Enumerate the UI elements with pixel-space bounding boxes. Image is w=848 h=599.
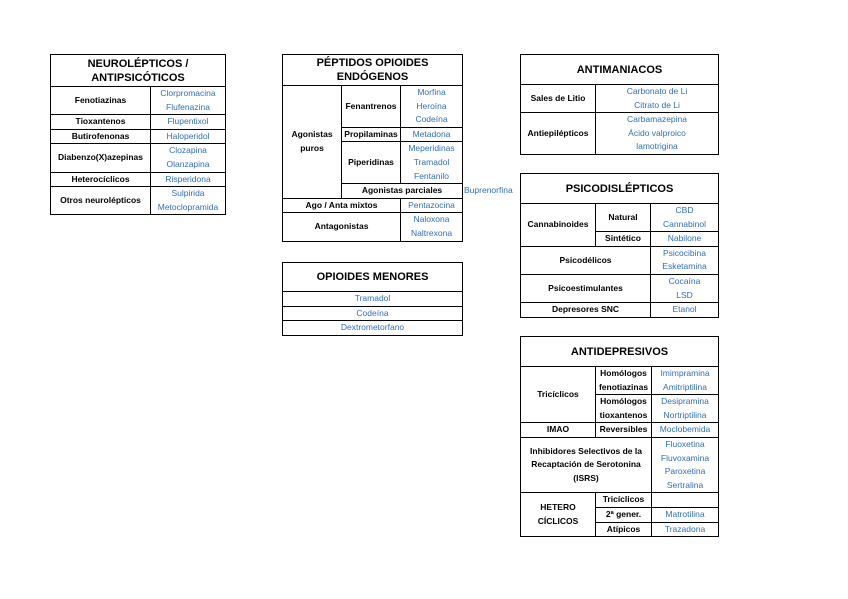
antidepresivos-table	[520, 336, 719, 537]
group-sales-litio: Sales de Litio	[521, 85, 596, 113]
group-agonistas-parciales: Agonistas parciales	[342, 184, 463, 199]
drug-fluvoxamina: Fluvoxamina	[652, 452, 719, 466]
drug-carbonato-li: Carbonato de Li	[596, 85, 719, 99]
group-sintetico: Sintético	[596, 232, 651, 247]
drug-haloperidol: Haloperidol	[151, 129, 226, 144]
group-agonistas-puros: Agonistas puros	[283, 86, 342, 199]
drug-risperidona: Risperidona	[151, 172, 226, 187]
group-antiepilepticos: Antiepilépticos	[521, 113, 596, 155]
group-homologos-fenotiazinas: Homólogos fenotiazinas	[596, 367, 652, 395]
group-cannabinoides: Cannabinoides	[521, 204, 596, 247]
group-isrs: Inhibidores Selectivos de la Recaptación de Serotonina (ISRS)	[521, 437, 652, 492]
drug-etanol: Etanol	[651, 303, 719, 318]
group-ago-anta: Ago / Anta mixtos	[283, 198, 401, 213]
drug-heroina: Heroína	[401, 100, 463, 114]
drug-clorpromacina: Clorpromacina	[151, 87, 226, 101]
drug-cannabinol: Cannabinol	[651, 218, 719, 232]
antidepresivos-title: ANTIDEPRESIVOS	[521, 337, 719, 367]
drug-cocaina: Cocaína	[651, 274, 719, 288]
group-triciclicos: Tricíclicos	[521, 367, 596, 423]
drug-nortriptilina: Nortriptilina	[652, 409, 719, 423]
group-natural: Natural	[596, 204, 651, 232]
group-heterociclicos: Heterocíclicos	[51, 172, 151, 187]
drug-acido-valproico: Ácido valproico	[596, 127, 719, 141]
group-depresores: Depresores SNC	[521, 303, 651, 318]
drug-meperidinas: Meperidinas	[401, 142, 463, 156]
drug-naloxona: Naloxona	[401, 213, 463, 227]
drug-olanzapina: Olanzapina	[151, 158, 226, 172]
group-atipicos: Atípicos	[596, 522, 652, 537]
drug-tramadol-menor: Tramadol	[283, 292, 463, 307]
drug-metoclopramida: Metoclopramida	[151, 201, 226, 215]
drug-fluoxetina: Fluoxetina	[652, 437, 719, 451]
drug-morfina: Morfina	[401, 86, 463, 100]
drug-lsd: LSD	[651, 289, 719, 303]
group-antagonistas: Antagonistas	[283, 213, 401, 241]
drug-desipramina: Desipramina	[652, 395, 719, 409]
drug-esketamina: Esketamina	[651, 260, 719, 274]
drug-cbd: CBD	[651, 204, 719, 218]
group-diabenzo: Diabenzo(X)azepinas	[51, 144, 151, 172]
group-segunda-gen: 2ª gener.	[596, 507, 652, 522]
group-homologos-tioxantenos: Homólogos tioxantenos	[596, 395, 652, 423]
group-otros: Otros neurolépticos	[51, 187, 151, 215]
group-psicodelicos: Psicodélicos	[521, 246, 651, 274]
drug-tramadol: Tramadol	[401, 156, 463, 170]
drug-sulpirida: Sulpirida	[151, 187, 226, 201]
drug-flupentixol: Flupentixol	[151, 115, 226, 130]
group-tioxantenos: Tioxantenos	[51, 115, 151, 130]
drug-dextrometorfano: Dextrometorfano	[283, 321, 463, 336]
group-reversibles: Reversibles	[596, 423, 652, 438]
drug-pentazocina: Pentazocina	[401, 198, 463, 213]
drug-carbamazepina: Carbamazepina	[596, 113, 719, 127]
group-piperidinas: Piperidinas	[342, 142, 401, 184]
group-fenantrenos: Fenantrenos	[342, 86, 401, 128]
drug-lamotrigina: lamotrigina	[596, 140, 719, 154]
drug-sertralina: Sertralina	[652, 479, 719, 493]
drug-psicocibina: Psicocibina	[651, 246, 719, 260]
drug-trazadona: Trazadona	[652, 522, 719, 537]
group-psicoestimulantes: Psicoestimulantes	[521, 274, 651, 302]
drug-citrato-li: Citrato de Li	[596, 99, 719, 113]
group-fenotiazinas: Fenotiazinas	[51, 87, 151, 115]
drug-naltrexona: Naltrexona	[401, 227, 463, 241]
drug-codeina: Codeína	[401, 113, 463, 127]
drug-paroxetina: Paroxetina	[652, 465, 719, 479]
drug-fentanilo: Fentanilo	[401, 170, 463, 184]
neurolepticos-title: NEUROLÉPTICOS / ANTIPSICÓTICOS	[51, 55, 226, 87]
opioides-menores-title: OPIOIDES MENORES	[283, 263, 463, 292]
group-h-triciclicos: Tricíclicos	[596, 493, 652, 508]
antimaniacos-table	[520, 54, 719, 155]
antimaniacos-title: ANTIMANIACOS	[521, 55, 719, 85]
group-propilaminas: Propilaminas	[342, 127, 401, 142]
drug-moclobemida: Moclobemida	[652, 423, 719, 438]
group-heterociclicos-ad: HETERO CÍCLICOS	[521, 493, 596, 537]
group-butirofenonas: Butirofenonas	[51, 129, 151, 144]
drug-amitriptilina: Amitriptilina	[652, 381, 719, 395]
psicodislepticos-title: PSICODISLÉPTICOS	[521, 174, 719, 204]
drug-matrotilina: Matrotilina	[652, 507, 719, 522]
neurolepticos-table	[50, 54, 226, 215]
drug-empty	[652, 493, 719, 508]
peptidos-title: PÉPTIDOS OPIOIDES ENDÓGENOS	[283, 55, 463, 86]
drug-imipramina: Imimpramina	[652, 367, 719, 381]
drug-flufenazina: Flufenazina	[151, 101, 226, 115]
psicodislepticos-table	[520, 173, 719, 318]
drug-clozapina: Clozapina	[151, 144, 226, 158]
group-imao: IMAO	[521, 423, 596, 438]
drug-nabilone: Nabilone	[651, 232, 719, 247]
drug-codeina-menor: Codeína	[283, 306, 463, 321]
opioides-menores-table	[282, 262, 463, 336]
peptidos-table: PÉPTIDOS OPIOIDES ENDÓGENOS Agonistas puros Fenantrenos Morfina Heroína Codeína Propilaminas Metadona Piperidinas Meperidinas Tramadol Fentanilo Agonistas parciales Buprenorfina Ago / Anta mixtos Pentazocina Antagonistas Naloxona Naltrexona	[282, 54, 463, 242]
drug-metadona: Metadona	[401, 127, 463, 142]
